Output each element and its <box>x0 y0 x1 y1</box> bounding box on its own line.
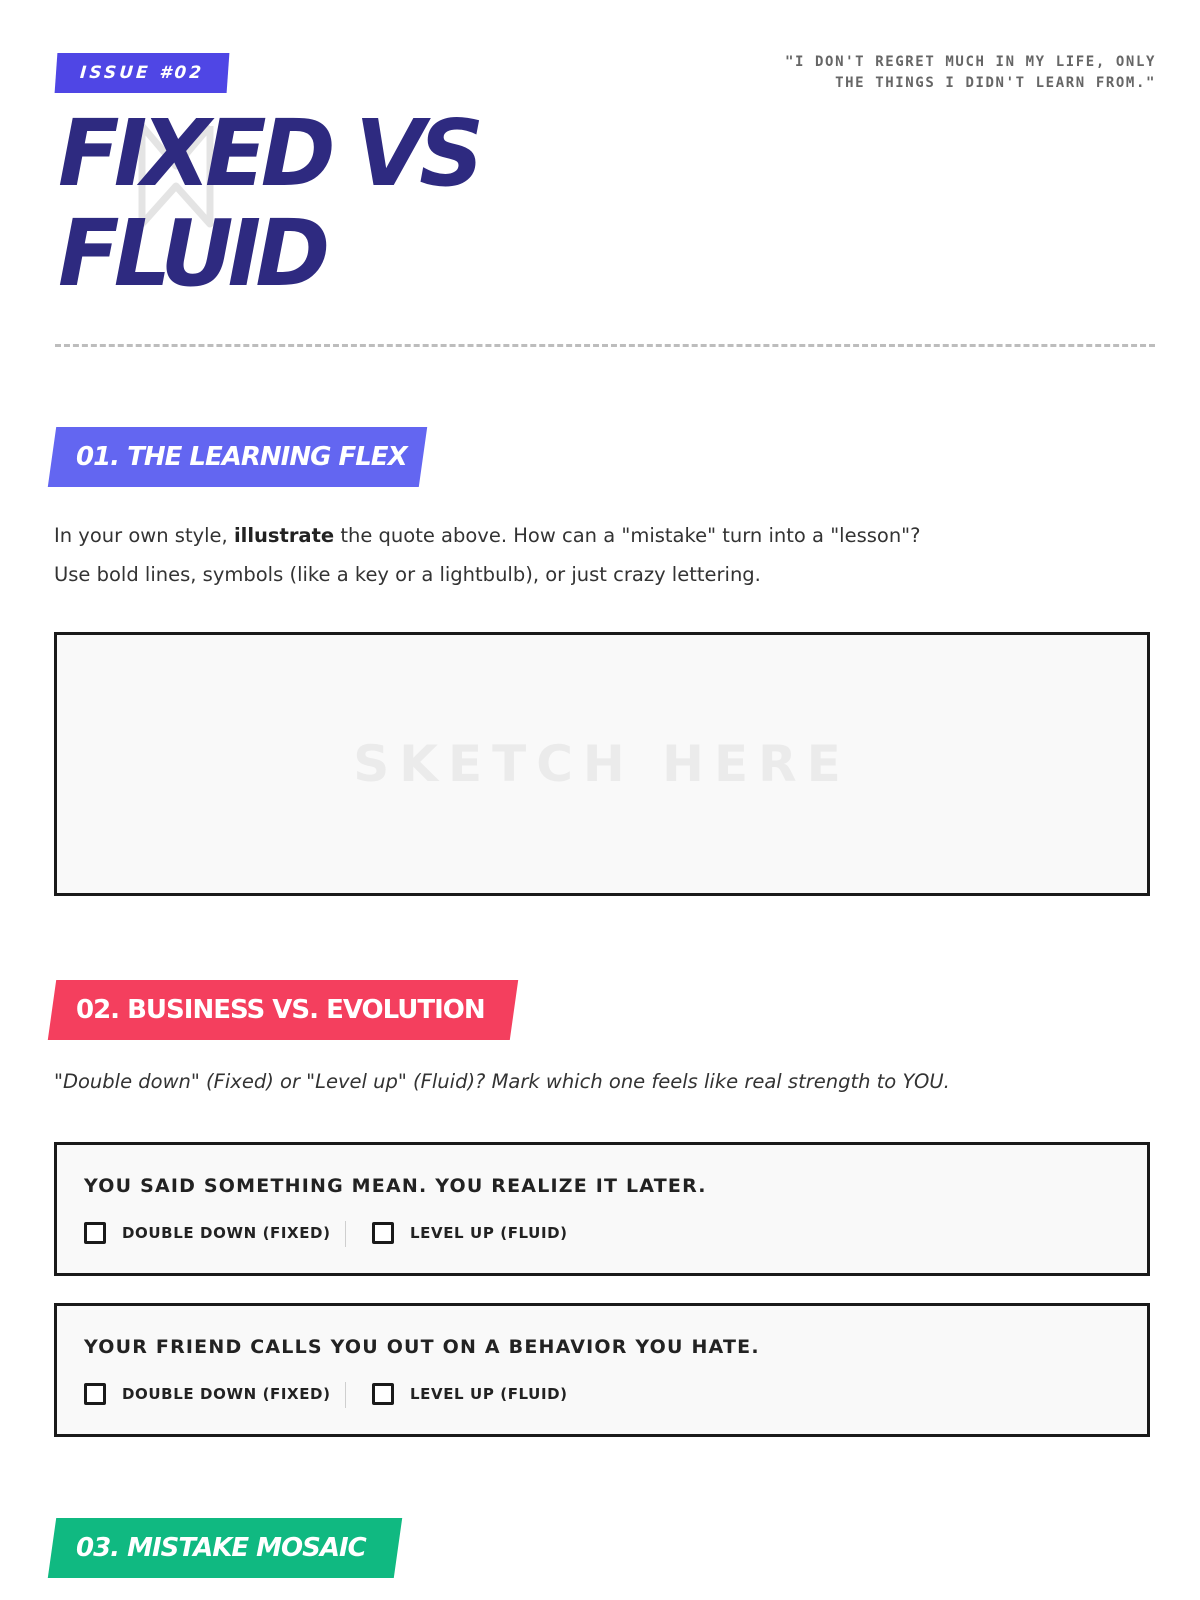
dashed-divider <box>55 344 1155 347</box>
checkbox[interactable] <box>84 1222 106 1244</box>
title-line-1: FIXED VS <box>58 100 479 207</box>
option-label: DOUBLE DOWN (FIXED) <box>122 1224 331 1242</box>
option-level-up[interactable] <box>372 1219 568 1247</box>
section-3-heading <box>48 1518 402 1578</box>
option-label: LEVEL UP (FLUID) <box>410 1224 568 1242</box>
option-separator <box>345 1382 346 1408</box>
section-2-prompt: "Double down" (Fixed) or "Level up" (Fluid)? Mark which one feels like real strength to YOU. <box>54 1070 950 1093</box>
section-3-heading-text: 03. MISTAKE MOSAIC <box>76 1533 366 1563</box>
instruction-line-2: Use bold lines, symbols (like a key or a lightbulb), or just crazy lettering. <box>54 563 761 586</box>
issue-badge <box>55 53 230 93</box>
sketch-area[interactable] <box>54 632 1150 896</box>
instruction-bold-word: illustrate <box>233 524 335 547</box>
option-double-down[interactable] <box>84 1219 331 1247</box>
sketch-placeholder: SKETCH HERE <box>353 735 851 793</box>
option-level-up[interactable] <box>372 1380 568 1408</box>
instruction-text-end: the quote above. How can a "mistake" turn into a "lesson"? <box>334 524 921 547</box>
scenario-card <box>54 1142 1150 1276</box>
checkbox[interactable] <box>84 1383 106 1405</box>
checkbox[interactable] <box>372 1383 394 1405</box>
instruction-text-start: In your own style, <box>54 524 234 547</box>
issue-label: ISSUE #02 <box>79 63 205 83</box>
section-1-heading-text: 01. THE LEARNING FLEX <box>76 442 407 472</box>
option-double-down[interactable] <box>84 1380 331 1408</box>
option-separator <box>345 1221 346 1247</box>
section-1-instructions <box>54 516 921 594</box>
checkbox[interactable] <box>372 1222 394 1244</box>
option-label: LEVEL UP (FLUID) <box>410 1385 568 1403</box>
instruction-line-1 <box>54 516 921 555</box>
option-label: DOUBLE DOWN (FIXED) <box>122 1385 331 1403</box>
page-title <box>58 100 479 307</box>
section-1-heading <box>48 427 427 487</box>
title-line-2: FLUID <box>58 200 325 307</box>
scenario-card <box>54 1303 1150 1437</box>
header-quote: "I DON'T REGRET MUCH IN MY LIFE, ONLY THE THINGS I DIDN'T LEARN FROM." <box>784 54 1156 91</box>
scenario-text: YOUR FRIEND CALLS YOU OUT ON A BEHAVIOR YOU HATE. <box>84 1336 760 1358</box>
scenario-text: YOU SAID SOMETHING MEAN. YOU REALIZE IT LATER. <box>84 1175 707 1197</box>
section-2-heading-text: 02. BUSINESS VS. EVOLUTION <box>76 995 485 1025</box>
section-2-heading <box>48 980 518 1040</box>
